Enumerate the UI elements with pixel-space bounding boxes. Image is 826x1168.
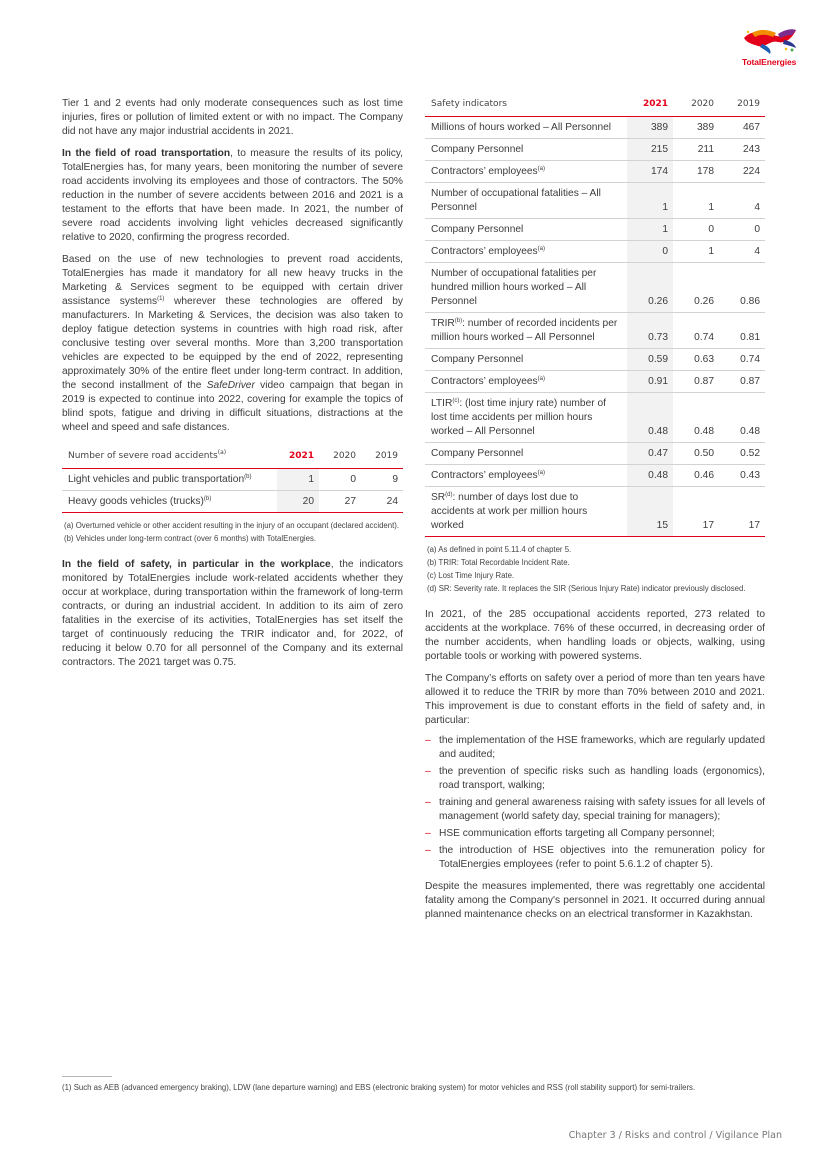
safety-table-body <box>425 117 765 537</box>
paragraph-new-technologies: Based on the use of new technologies to prevent road accidents, TotalEnergies has made it mandatory for all new heavy trucks in the Marketing & Services segment to be equipped with certain driver assistance systems$^{(1)}$ wherever these technologies are offered by manufacturers. In Marketing & Services, the decision was also taken to deploy fatigue detection systems in countries with high road risk, after conclusive testing over several months. More than 3,200 transportation vehicles are expected to be equipped by the end of 2022, representing approximately 30% of the entire fleet under long-term contract. In addition, the second installment of the SafeDriver video campaign that began in 2019 is expected to continue into 2022, covering for example the topics of blind spots, fatigue and driving in difficult situations, distractions at the wheel and speed and safe distances. <box>62 254 403 433</box>
table-row: Heavy goods vehicles (trucks)$^{(b)}$ 20 27 24 <box>62 491 403 513</box>
table-row <box>425 263 765 313</box>
value-2019: 0.81 <box>719 313 765 349</box>
value-2021: 0.48 <box>627 393 673 443</box>
note: (b) Vehicles under long-term contract (over 6 months) with TotalEnergies. <box>64 534 317 543</box>
table-row <box>425 371 765 393</box>
list-item: – the introduction of HSE objectives into the remuneration policy for TotalEnergies employees (refer to point 5.6.1.2 of chapter 5). <box>425 844 765 872</box>
logo-wordmark: TotalEnergies <box>742 57 797 67</box>
row-label: Number of occupational fatalities per hundred million hours worked – All Personnel <box>425 263 627 313</box>
value-2021: 0.48 <box>627 465 673 487</box>
efforts-list <box>425 734 765 872</box>
value-2020: 0.50 <box>673 443 719 465</box>
row-label: Contractors’ employees$^{(a)}$ <box>425 465 627 487</box>
paragraph-fatality: Despite the measures implemented, there was regrettably one accidental fatality among the Company's personnel in 2021. It occurred during annual planned maintenance checks on an electrical transformer in Kazakhstan. <box>425 881 765 920</box>
year-2020-header: 2020 <box>319 449 361 469</box>
year-2019-header: 2019 <box>719 97 765 117</box>
value-2021: 215 <box>627 139 673 161</box>
note: (b) TRIR: Total Recordable Incident Rate. <box>427 558 570 567</box>
value-2021: 0.73 <box>627 313 673 349</box>
safedriver-italic: SafeDriver <box>206 380 255 391</box>
value-2021: 0.91 <box>627 371 673 393</box>
totalenergies-logo <box>740 24 800 70</box>
value-2019: 17 <box>719 487 765 537</box>
value-2019: 0.86 <box>719 263 765 313</box>
footnote-ref-1: (1) <box>157 296 165 302</box>
table-row <box>425 443 765 465</box>
table-row <box>425 349 765 371</box>
table-row <box>425 219 765 241</box>
paragraph-road-transportation: In the field of road transportation, to measure the results of its policy, TotalEnergies has, for many years, been monitoring the number of severe road accidents involving its employees and those of contractors. The 50% reduction in the number of severe accidents between 2016 and 2021 is a testament to the efforts that have been made. In 2021, the number of severe road accidents involving light vehicles decreased significantly relative to 2020, confirming the progress recorded. <box>62 148 403 243</box>
value-2019: 0 <box>719 219 765 241</box>
note: (c) Lost Time Injury Rate. <box>427 571 515 580</box>
value-2020: 211 <box>673 139 719 161</box>
value-2020: 17 <box>673 487 719 537</box>
table-row <box>425 393 765 443</box>
row-label: Contractors’ employees$^{(a)}$ <box>425 241 627 263</box>
value-2020: 0.46 <box>673 465 719 487</box>
row-label: Contractors’ employees$^{(a)}$ <box>425 161 627 183</box>
list-item: – the implementation of the HSE frameworks, which are regularly updated and audited; <box>425 734 765 762</box>
value-2019: 224 <box>719 161 765 183</box>
right-column <box>425 97 765 930</box>
year-2021-header: 2021 <box>277 449 319 469</box>
list-item: – HSE communication efforts targeting all Company personnel; <box>425 827 765 841</box>
value-2020: 0 <box>673 219 719 241</box>
row-label: Company Personnel <box>425 139 627 161</box>
footnote: (1) Such as AEB (advanced emergency braking), LDW (lane departure warning) and EBS (electronic braking system) for motor vehicles and RSS (roll stability support) for semi-trailers. <box>62 1083 696 1092</box>
page-footer: Chapter 3 / Risks and control / Vigilance Plan <box>568 1130 782 1141</box>
year-2021-header: 2021 <box>627 97 673 117</box>
road-accidents-table <box>62 449 403 513</box>
value-2021: 389 <box>627 117 673 139</box>
value-2020: 0.48 <box>673 393 719 443</box>
value-2021: 0.26 <box>627 263 673 313</box>
safety-table-notes <box>425 544 765 594</box>
table-row <box>425 241 765 263</box>
footnote-divider <box>62 1076 112 1077</box>
value-2020: 389 <box>673 117 719 139</box>
value-2021: 0.47 <box>627 443 673 465</box>
value-2019: 243 <box>719 139 765 161</box>
value-2019: 4 <box>719 183 765 219</box>
table-row <box>425 465 765 487</box>
value-2020: 0.63 <box>673 349 719 371</box>
left-column <box>62 97 403 678</box>
safety-table-header: Safety indicators <box>425 97 627 117</box>
totalenergies-logo-mark <box>740 24 800 58</box>
paragraph-occupational-accidents: In 2021, of the 285 occupational accidents reported, 273 related to accidents at the workplace. 76% of these occurred, in decreasing order of the number accidents, when handling loads or objects, walking, using portable tools or working with powered systems. <box>425 609 765 662</box>
list-item: – training and general awareness raising with safety issues for all levels of management (world safety day, special training for managers); <box>425 796 765 824</box>
row-label: Contractors’ employees$^{(a)}$ <box>425 371 627 393</box>
year-2019-header: 2019 <box>361 449 403 469</box>
table-row <box>425 117 765 139</box>
list-item: – the prevention of specific risks such as handling loads (ergonomics), road transport, walking; <box>425 765 765 793</box>
table-row <box>425 161 765 183</box>
value-2021: 15 <box>627 487 673 537</box>
value-2020: 0.26 <box>673 263 719 313</box>
row-label: TRIR$^{(b)}$: number of recorded incidents per million hours worked – All Personnel <box>425 313 627 349</box>
table-row: Light vehicles and public transportation$^{(b)}$ 1 0 9 <box>62 469 403 491</box>
value-2021: 1 <box>627 183 673 219</box>
note: (a) Overturned vehicle or other accident resulting in the injury of an occupant (declared accident). <box>64 521 400 530</box>
value-2019: 4 <box>719 241 765 263</box>
value-2019: 0.48 <box>719 393 765 443</box>
row-label: Company Personnel <box>425 443 627 465</box>
value-2020: 1 <box>673 183 719 219</box>
value-2020: 0.87 <box>673 371 719 393</box>
value-2020: 1 <box>673 241 719 263</box>
value-2019: 0.74 <box>719 349 765 371</box>
value-2021: 174 <box>627 161 673 183</box>
year-2020-header: 2020 <box>673 97 719 117</box>
road-table-header: Number of severe road accidents$^{(a)}$ <box>62 449 277 469</box>
value-2019: 467 <box>719 117 765 139</box>
note: (a) As defined in point 5.11.4 of chapter 5. <box>427 545 572 554</box>
table-row <box>425 139 765 161</box>
value-2021: 0 <box>627 241 673 263</box>
paragraph-tier-events: Tier 1 and 2 events had only moderate consequences such as lost time injuries, fires or pollution of limited extent or with no impact. The Company did not have any major industrial accidents in 2021. <box>62 98 403 137</box>
paragraph-workplace-safety: In the field of safety, in particular in the workplace, the indicators monitored by TotalEnergies include work-related accidents whether they occur at workplace, during transportation within the framework of long-term contracts, or during an industrial accident. In addition to its aim of zero fatalities in the exercise of its activities, TotalEnergies has set itself the target of continuously reducing the TRIR indicator and, for 2022, of reducing it below 0.70 for all personnel of the Company and its external contractors. The 2021 target was 0.75. <box>62 559 403 668</box>
row-label: SR$^{(d)}$: number of days lost due to accidents at work per million hours worked <box>425 487 627 537</box>
value-2019: 0.43 <box>719 465 765 487</box>
value-2020: 178 <box>673 161 719 183</box>
note: (d) SR: Severity rate. It replaces the SIR (Serious Injury Rate) indicator previously disclosed. <box>427 584 746 593</box>
road-table-notes <box>62 520 403 544</box>
value-2019: 0.52 <box>719 443 765 465</box>
value-2020: 0.74 <box>673 313 719 349</box>
value-2021: 1 <box>627 219 673 241</box>
row-label: Company Personnel <box>425 349 627 371</box>
value-2021: 0.59 <box>627 349 673 371</box>
table-row <box>425 183 765 219</box>
table-row <box>425 487 765 537</box>
table-row <box>425 313 765 349</box>
row-label: Company Personnel <box>425 219 627 241</box>
row-label: Millions of hours worked – All Personnel <box>425 117 627 139</box>
row-label: LTIR$^{(c)}$: (lost time injury rate) number of lost time accidents per million hours worked – All Personnel <box>425 393 627 443</box>
paragraph-safety-efforts: The Company’s efforts on safety over a period of more than ten years have allowed it to reduce the TRIR by more than 70% between 2010 and 2021. This improvement is due to constant efforts in the field of safety and, in particular: <box>425 673 765 726</box>
safety-indicators-table <box>425 97 765 537</box>
value-2019: 0.87 <box>719 371 765 393</box>
row-label: Number of occupational fatalities – All Personnel <box>425 183 627 219</box>
